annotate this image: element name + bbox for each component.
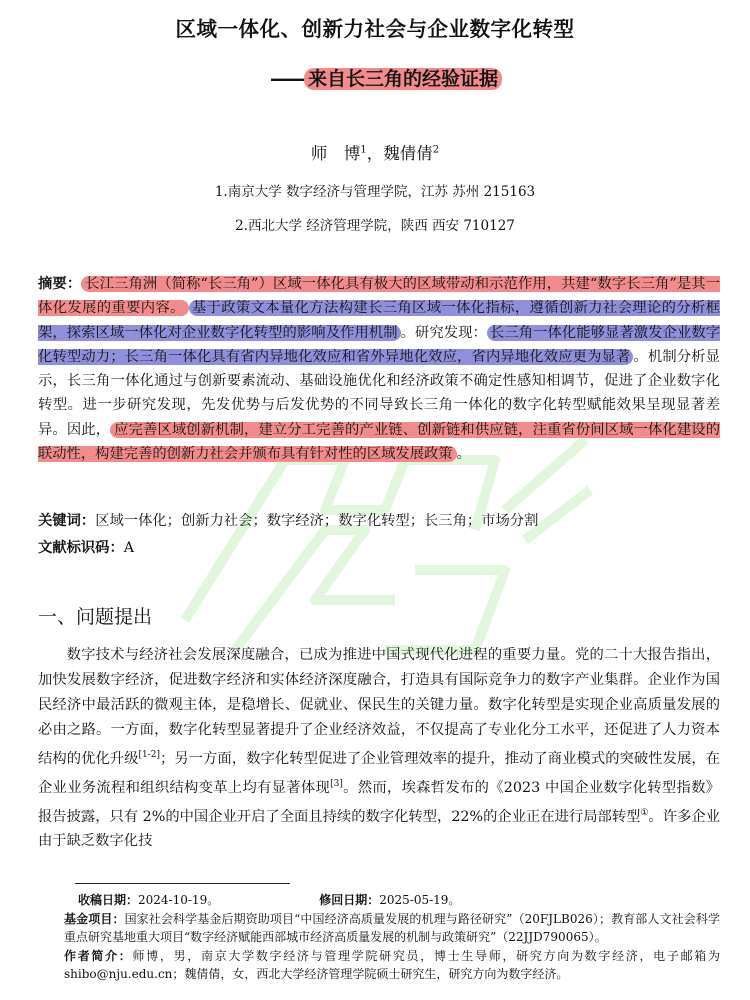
abstract-text-1: 。研究发现： xyxy=(400,324,487,341)
footnote-divider xyxy=(75,883,290,884)
footnote-block xyxy=(38,891,720,984)
body-paragraph xyxy=(38,643,720,854)
affiliation-1: 1.南京大学 数字经济与管理学院，江苏 苏州 215163 xyxy=(214,184,536,200)
document-code-label: 文献标识码： xyxy=(38,540,124,556)
revised-label: 修回日期： xyxy=(319,893,380,907)
body-text-3: 。然而，埃森哲发布的《2023 中国企业数字化转型指数》报告披露，只有 2%的中国企业开启了全面且持续的数字化转型，22%的企业正在进行局部转型 xyxy=(38,779,720,825)
author-note xyxy=(38,947,720,984)
fund-note xyxy=(38,910,720,947)
fund-label: 基金项目： xyxy=(64,911,125,926)
abstract-highlight-red-1: 长江三角洲（简称“长三角”）区域一体化具有极大的区域带动和示范作用，共建“数字长三角”是其一体化发展的重要内容。 xyxy=(38,276,721,317)
section-heading: 一、问题提出 xyxy=(38,606,153,628)
abstract-highlight-blue-2: 长三角一体化能够显著激发企业数字化转型动力；长三角一体化具有省内异地化效应和省外异地化效应，省内异地化效应更为显著 xyxy=(38,324,721,365)
paper-subtitle xyxy=(270,64,502,91)
paper-title: 区域一体化、创新力社会与企业数字化转型 xyxy=(175,17,575,41)
document-code-value: A xyxy=(123,540,135,556)
abstract-highlight-blue-1: 基于政策文本量化方法构建长三角区域一体化指标，遵循创新力社会理论的分析框架，探索区域一体化对企业数字化转型的影响及作用机制 xyxy=(38,300,721,341)
citation-1-2: [1-2] xyxy=(138,750,161,760)
keywords-text: 区域一体化；创新力社会；数字经济；数字化转型；长三角；市场分割 xyxy=(95,513,539,529)
abstract-text-3: 。 xyxy=(456,446,471,463)
document-code xyxy=(38,537,134,557)
dates-line xyxy=(38,891,720,910)
body-text-4: 。许多企业由于缺乏数字化技 xyxy=(38,808,720,850)
subtitle-dash: —— xyxy=(270,68,304,90)
received-date: 2024-10-19。 xyxy=(138,893,220,907)
author-1: 师 博 xyxy=(310,144,361,163)
fund-text: 国家社会科学基金后期资助项目“中国经济高质量发展的机理与路径研究”（20FJLB026）；教育部人文社会科学重点研究基地重大项目“数字经济赋能西部城市经济高质量发展的机制与政策研究”（22JJD790065）。 xyxy=(64,911,720,944)
keywords-label: 关键词： xyxy=(38,513,96,529)
author-separator: ， xyxy=(366,144,384,163)
author-line xyxy=(0,140,750,164)
revised-date: 2025-05-19。 xyxy=(379,893,461,907)
citation-3: [3] xyxy=(330,778,343,789)
abstract-highlight-red-2: 应完善区域创新机制，建立分工完善的产业链、创新链和供应链，注重省份间区域一体化建设的联动性，构建完善的创新力社会并颁布具有针对性的区域发展政策 xyxy=(38,421,721,463)
body-text-1: 数字技术与经济社会发展深度融合，已成为推进中国式现代化进程的重要力量。党的二十大报告指出，加快发展数字经济，促进数字经济和实体经济深度融合，打造具有国际竞争力的数字产业集群。企业作为国民经济中最活跃的微观主体，是稳增长、促就业、保民生的关键力量。数字化转型是实现企业高质量发展的必由之路。一方面，数字化转型显著提升了企业经济效益，不仅提高了专业化分工水平，还促进了人力资本结构的优化升级 xyxy=(38,647,720,767)
keywords xyxy=(38,510,538,530)
affiliation-2: 2.西北大学 经济管理学院，陕西 西安 710127 xyxy=(235,218,515,234)
author-1-affil-mark: 1 xyxy=(360,144,367,156)
abstract xyxy=(38,272,720,466)
abstract-text-2: 。机制分析显示，长三角一体化通过与创新要素流动、基础设施优化和经济政策不确定性感知相调节，促进了企业数字化转型。进一步研究发现，先发优势与后发优势的不同导致长三角一体化的数字化转型赋能效果呈现显著差异。因此， xyxy=(38,348,721,438)
footnote-mark-1: ① xyxy=(640,807,649,818)
body-text-2: ；另一方面，数字化转型促进了企业管理效率的提升，推动了商业模式的突破性发展，在企业业务流程和组织结构变革上均有显著体现 xyxy=(38,750,721,796)
author-2-affil-mark: 2 xyxy=(432,144,440,156)
author-info-label: 作者简介： xyxy=(64,948,133,963)
author-2: 魏倩倩 xyxy=(383,144,433,163)
subtitle-text: 来自长三角的经验证据 xyxy=(304,68,502,90)
author-info-text: 师博，男，南京大学数字经济与管理学院研究员，博士生导师，研究方向为数字经济，电子邮箱为 shibo@nju.edu.cn；魏倩倩，女，西北大学经济管理学院硕士研究生，研究方向为数字经济。 xyxy=(64,948,720,981)
abstract-label: 摘要： xyxy=(38,276,82,292)
received-label: 收稿日期： xyxy=(78,893,139,907)
